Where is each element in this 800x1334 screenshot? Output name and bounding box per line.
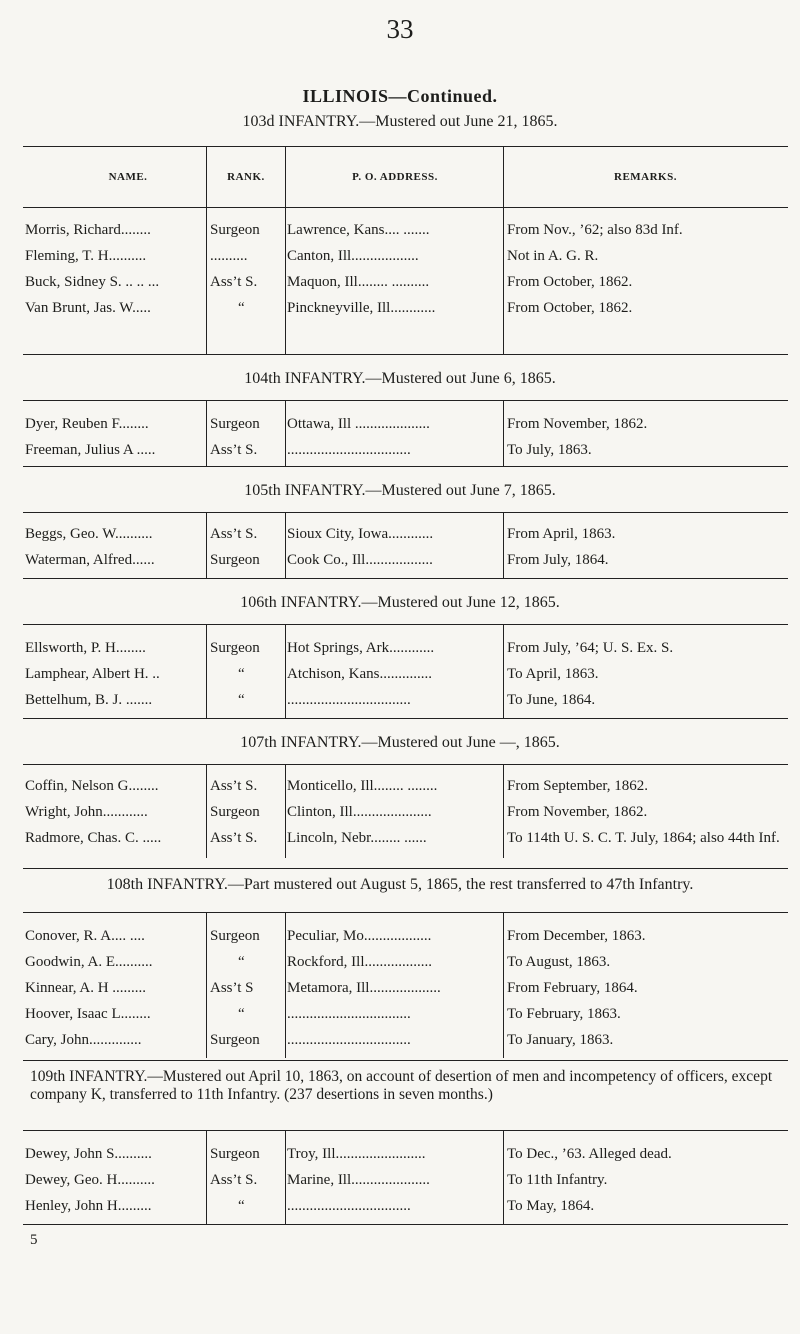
rank-cell: Ass’t S. xyxy=(210,778,258,794)
column-divider xyxy=(285,912,286,1058)
name-cell: Hoover, Isaac L........ xyxy=(25,1006,151,1022)
column-divider xyxy=(206,206,207,354)
address-cell: Sioux City, Iowa............ xyxy=(287,526,434,542)
column-divider xyxy=(285,512,286,578)
address-cell: Metamora, Ill................... xyxy=(287,980,441,996)
column-divider xyxy=(206,147,207,207)
section-title: 105th INFANTRY.—Mustered out June 7, 1865. xyxy=(244,482,556,499)
address-cell: Lawrence, Kans.... ....... xyxy=(287,222,430,238)
name-cell: Radmore, Chas. C. ..... xyxy=(25,830,162,846)
remarks-cell: From November, 1862. xyxy=(507,804,648,820)
remarks-cell: To January, 1863. xyxy=(507,1032,614,1048)
name-cell: Lamphear, Albert H. .. xyxy=(25,666,160,682)
section-title: 109th INFANTRY.—Mustered out April 10, 1863, on account of desertion of men and incompetency of officers, except company K, transferred to 11th Infantry. (237 desertions in seven months.) xyxy=(30,1068,773,1103)
rank-cell: Ass’t S. xyxy=(210,274,258,290)
column-divider xyxy=(503,206,504,354)
section-rule xyxy=(23,1224,788,1225)
column-divider xyxy=(206,400,207,466)
table-row xyxy=(0,640,800,664)
column-divider xyxy=(503,912,504,1058)
name-cell: Buck, Sidney S. .. .. ... xyxy=(25,274,160,290)
column-divider xyxy=(503,512,504,578)
name-cell: Bettelhum, B. J. ....... xyxy=(25,692,153,708)
column-divider xyxy=(285,624,286,718)
remarks-cell: From October, 1862. xyxy=(507,274,633,290)
address-cell: Maquon, Ill........ .......... xyxy=(287,274,430,290)
rank-cell: “ xyxy=(238,666,245,682)
address-cell: Ottawa, Ill .................... xyxy=(287,416,430,432)
column-divider xyxy=(285,400,286,466)
page-number: 33 xyxy=(386,14,414,44)
address-cell: Lincoln, Nebr........ ...... xyxy=(287,830,427,846)
address-cell: Canton, Ill.................. xyxy=(287,248,419,264)
rank-cell: Ass’t S. xyxy=(210,1172,258,1188)
address-cell: Rockford, Ill.................. xyxy=(287,954,432,970)
column-divider xyxy=(285,1130,286,1224)
rank-cell: .......... xyxy=(210,248,248,264)
signature-mark: 5 xyxy=(30,1232,38,1248)
rank-cell: Ass’t S. xyxy=(210,830,258,846)
table-row xyxy=(0,416,800,440)
table-row xyxy=(0,1172,800,1196)
remarks-cell: To August, 1863. xyxy=(507,954,611,970)
address-cell: Hot Springs, Ark............ xyxy=(287,640,435,656)
address-cell: Cook Co., Ill.................. xyxy=(287,552,433,568)
name-cell: Dewey, John S.......... xyxy=(25,1146,152,1162)
state-title: ILLINOIS—Continued. xyxy=(302,86,498,106)
rank-cell: Ass’t S xyxy=(210,980,254,996)
remarks-cell: From October, 1862. xyxy=(507,300,633,316)
column-header-rank: RANK. xyxy=(227,171,265,183)
table-row xyxy=(0,830,800,866)
remarks-cell: To May, 1864. xyxy=(507,1198,595,1214)
table-row xyxy=(0,778,800,802)
address-cell: Atchison, Kans.............. xyxy=(287,666,432,682)
remarks-cell: To April, 1863. xyxy=(507,666,599,682)
remarks-cell: To July, 1863. xyxy=(507,442,592,458)
name-cell: Cary, John.............. xyxy=(25,1032,142,1048)
page-header xyxy=(0,86,800,131)
name-cell: Goodwin, A. E.......... xyxy=(25,954,153,970)
table-row xyxy=(0,248,800,272)
section-rule xyxy=(23,354,788,355)
address-cell: Monticello, Ill........ ........ xyxy=(287,778,438,794)
column-divider xyxy=(206,764,207,858)
section-rule xyxy=(23,512,788,513)
name-cell: Wright, John............ xyxy=(25,804,148,820)
name-cell: Beggs, Geo. W.......... xyxy=(25,526,153,542)
address-cell: ................................. xyxy=(287,1006,411,1022)
column-divider xyxy=(503,1130,504,1224)
address-cell: ................................. xyxy=(287,1198,411,1214)
remarks-cell: From September, 1862. xyxy=(507,778,649,794)
table-row xyxy=(0,1032,800,1056)
address-cell: ................................. xyxy=(287,442,411,458)
rank-cell: Ass’t S. xyxy=(210,442,258,458)
remarks-cell: To Dec., ’63. Alleged dead. xyxy=(507,1146,672,1162)
name-cell: Morris, Richard........ xyxy=(25,222,151,238)
section-rule xyxy=(23,578,788,579)
rank-cell: Surgeon xyxy=(210,416,260,432)
table-row xyxy=(0,666,800,690)
address-cell: ................................. xyxy=(287,692,411,708)
table-row xyxy=(0,222,800,246)
column-divider xyxy=(285,206,286,354)
name-cell: Waterman, Alfred...... xyxy=(25,552,155,568)
name-cell: Coffin, Nelson G........ xyxy=(25,778,159,794)
address-cell: Pinckneyville, Ill............ xyxy=(287,300,436,316)
table-row xyxy=(0,980,800,1004)
rank-cell: Surgeon xyxy=(210,552,260,568)
table-row xyxy=(0,1006,800,1030)
rank-cell: “ xyxy=(238,1198,245,1214)
table-row xyxy=(0,954,800,978)
section-rule xyxy=(23,466,788,467)
remarks-cell: To 114th U. S. C. T. July, 1864; also 44th Inf. xyxy=(507,830,780,846)
column-divider xyxy=(206,912,207,1058)
table-row xyxy=(0,804,800,828)
remarks-cell: To 11th Infantry. xyxy=(507,1172,608,1188)
name-cell: Conover, R. A.... .... xyxy=(25,928,145,944)
section-title: 103d INFANTRY.—Mustered out June 21, 1865. xyxy=(242,113,558,130)
column-divider xyxy=(503,764,504,858)
table-row xyxy=(0,1146,800,1170)
remarks-cell: From December, 1863. xyxy=(507,928,646,944)
rank-cell: “ xyxy=(238,692,245,708)
rank-cell: “ xyxy=(238,300,245,316)
section-rule xyxy=(23,400,788,401)
address-cell: Troy, Ill........................ xyxy=(287,1146,426,1162)
name-cell: Fleming, T. H.......... xyxy=(25,248,147,264)
column-divider xyxy=(503,624,504,718)
column-header-address: P. O. ADDRESS. xyxy=(352,171,438,183)
column-divider xyxy=(503,400,504,466)
name-cell: Dyer, Reuben F........ xyxy=(25,416,149,432)
remarks-cell: From Nov., ’62; also 83d Inf. xyxy=(507,222,683,238)
rank-cell: Surgeon xyxy=(210,222,260,238)
section-rule xyxy=(23,1060,788,1061)
rank-cell: Surgeon xyxy=(210,804,260,820)
section-rule xyxy=(23,624,788,625)
section-rule xyxy=(23,912,788,913)
address-cell: ................................. xyxy=(287,1032,411,1048)
remarks-cell: From November, 1862. xyxy=(507,416,648,432)
name-cell: Ellsworth, P. H........ xyxy=(25,640,146,656)
column-divider xyxy=(285,764,286,858)
section-title: 108th INFANTRY.—Part mustered out August 5, 1865, the rest transferred to 47th Infantry. xyxy=(106,876,694,893)
table-row xyxy=(0,692,800,716)
table-row xyxy=(0,442,800,466)
rank-cell: “ xyxy=(238,954,245,970)
column-divider xyxy=(206,1130,207,1224)
address-cell: Peculiar, Mo.................. xyxy=(287,928,432,944)
table-row xyxy=(0,1198,800,1222)
table-row xyxy=(0,552,800,576)
section-rule xyxy=(23,868,788,869)
name-cell: Kinnear, A. H ......... xyxy=(25,980,147,996)
column-header-name: NAME. xyxy=(108,171,148,183)
remarks-cell: From April, 1863. xyxy=(507,526,616,542)
remarks-cell: From July, 1864. xyxy=(507,552,609,568)
name-cell: Freeman, Julius A ..... xyxy=(25,442,156,458)
rank-cell: Surgeon xyxy=(210,1146,260,1162)
column-divider xyxy=(285,147,286,207)
rank-cell: Surgeon xyxy=(210,928,260,944)
name-cell: Van Brunt, Jas. W..... xyxy=(25,300,151,316)
rank-cell: Surgeon xyxy=(210,1032,260,1048)
table-row xyxy=(0,928,800,952)
section-rule xyxy=(23,1130,788,1131)
section-rule xyxy=(23,764,788,765)
remarks-cell: To June, 1864. xyxy=(507,692,596,708)
address-cell: Marine, Ill..................... xyxy=(287,1172,430,1188)
section-rule xyxy=(23,718,788,719)
rank-cell: Surgeon xyxy=(210,640,260,656)
section-title: 107th INFANTRY.—Mustered out June —, 1865. xyxy=(240,734,560,751)
name-cell: Henley, John H......... xyxy=(25,1198,152,1214)
column-divider xyxy=(503,147,504,207)
rank-cell: “ xyxy=(238,1006,245,1022)
table-row xyxy=(0,274,800,298)
column-header-row xyxy=(23,146,788,208)
remarks-cell: To February, 1863. xyxy=(507,1006,621,1022)
section-title: 104th INFANTRY.—Mustered out June 6, 1865. xyxy=(244,370,556,387)
remarks-cell: From February, 1864. xyxy=(507,980,638,996)
address-cell: Clinton, Ill..................... xyxy=(287,804,432,820)
name-cell: Dewey, Geo. H.......... xyxy=(25,1172,155,1188)
column-divider xyxy=(206,512,207,578)
table-row xyxy=(0,526,800,550)
column-divider xyxy=(206,624,207,718)
table-row xyxy=(0,300,800,324)
remarks-cell: Not in A. G. R. xyxy=(507,248,599,264)
remarks-cell: From July, ’64; U. S. Ex. S. xyxy=(507,640,674,656)
column-header-remarks: REMARKS. xyxy=(614,171,677,183)
section-title: 106th INFANTRY.—Mustered out June 12, 1865. xyxy=(240,594,560,611)
rank-cell: Ass’t S. xyxy=(210,526,258,542)
